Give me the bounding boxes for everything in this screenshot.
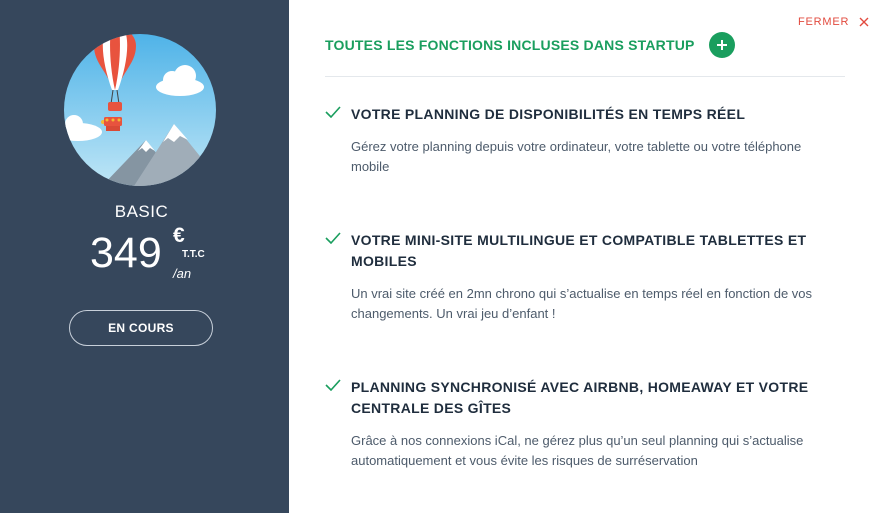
current-plan-button[interactable]: EN COURS [69,310,213,346]
features-title: TOUTES LES FONCTIONS INCLUSES DANS STARTUP [325,37,695,53]
feature-title: PLANNING SYNCHRONISÉ AVEC AIRBNB, HOMEAWAY ET VOTRE CENTRALE DES GÎTES [351,379,809,416]
price-block [90,226,230,286]
close-icon [859,17,869,27]
price-amount: 349 [90,229,162,277]
price-currency: € [173,224,185,247]
check-icon [325,106,341,118]
features-header [325,32,735,58]
feature-item [325,230,845,324]
feature-item [325,104,845,177]
plan-name: BASIC [114,202,169,221]
feature-title: VOTRE MINI-SITE MULTILINGUE ET COMPATIBLE TABLETTES ET MOBILES [351,232,807,269]
feature-description: Un vrai site créé en 2mn chrono qui s’actualise en temps réel en fonction de vos changements. Un vrai jeu d’enfant ! [351,286,813,321]
feature-description: Gérez votre planning depuis votre ordinateur, votre tablette ou votre téléphone mobile [351,139,802,174]
plan-sidebar [0,0,289,513]
plus-icon [716,39,728,51]
price-period: /an [173,266,192,281]
check-icon [325,232,341,244]
expand-features-button[interactable] [709,32,735,58]
feature-description: Grâce à nos connexions iCal, ne gérez plus qu’un seul planning qui s’actualise automatiquement et vous évite les risques de surréservation [351,433,804,468]
feature-item [325,377,845,471]
hot-air-balloon-illustration [64,34,216,186]
close-button[interactable] [798,16,869,28]
feature-title: VOTRE PLANNING DE DISPONIBILITÉS EN TEMPS RÉEL [351,106,746,122]
check-icon [325,379,341,391]
price-tax-label: T.T.C [182,249,205,260]
header-divider [325,76,845,77]
close-label: FERMER [798,16,850,28]
